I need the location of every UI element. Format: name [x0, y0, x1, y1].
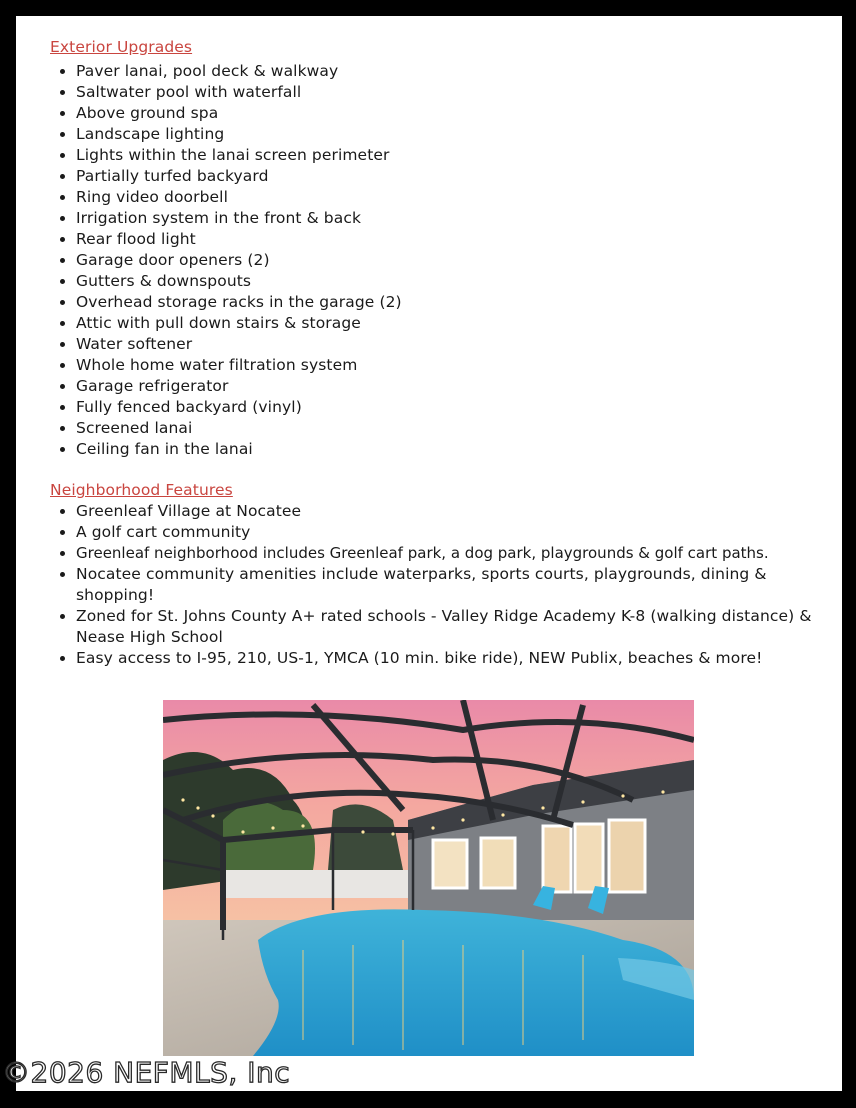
exterior-upgrades-heading: Exterior Upgrades — [50, 38, 193, 56]
list-item: • Landscape lighting — [76, 124, 816, 145]
list-item: • Lights within the lanai screen perimeter — [76, 145, 816, 166]
list-item: • Saltwater pool with waterfall — [76, 82, 816, 103]
neighborhood-features-list — [50, 501, 816, 669]
list-item: • Whole home water filtration system — [76, 355, 816, 376]
list-item: • Fully fenced backyard (vinyl) — [76, 397, 816, 418]
list-item: • Garage door openers (2) — [76, 250, 816, 271]
list-item: • A golf cart community — [76, 522, 816, 543]
list-item: • Attic with pull down stairs & storage — [76, 313, 816, 334]
list-item: • Greenleaf Village at Nocatee — [76, 501, 816, 522]
list-item: • Water softener — [76, 334, 816, 355]
document-page — [2, 16, 842, 1091]
list-item: • Nocatee community amenities include waterparks, sports courts, playgrounds, dining & shopping! — [76, 564, 816, 606]
pool-lanai-photo — [163, 700, 694, 1056]
neighborhood-features-heading: Neighborhood Features — [50, 481, 233, 499]
list-item: • Easy access to I-95, 210, US-1, YMCA (10 min. bike ride), NEW Publix, beaches & more! — [76, 648, 816, 669]
list-item: • Screened lanai — [76, 418, 816, 439]
list-item: • Irrigation system in the front & back — [76, 208, 816, 229]
list-item: • Ceiling fan in the lanai — [76, 439, 816, 460]
list-item: • Overhead storage racks in the garage (2) — [76, 292, 816, 313]
list-item: • Greenleaf neighborhood includes Greenleaf park, a dog park, playgrounds & golf cart paths. — [76, 543, 816, 564]
list-item: • Above ground spa — [76, 103, 816, 124]
list-item: • Rear flood light — [76, 229, 816, 250]
copyright-watermark: ©2026 NEFMLS, Inc — [2, 1056, 291, 1089]
list-item: • Garage refrigerator — [76, 376, 816, 397]
list-item: • Partially turfed backyard — [76, 166, 816, 187]
list-item: • Ring video doorbell — [76, 187, 816, 208]
list-item: • Zoned for St. Johns County A+ rated schools - Valley Ridge Academy K-8 (walking distance) & Nease High School — [76, 606, 816, 648]
exterior-upgrades-list — [50, 61, 816, 460]
list-item: • Gutters & downspouts — [76, 271, 816, 292]
list-item: • Paver lanai, pool deck & walkway — [76, 61, 816, 82]
